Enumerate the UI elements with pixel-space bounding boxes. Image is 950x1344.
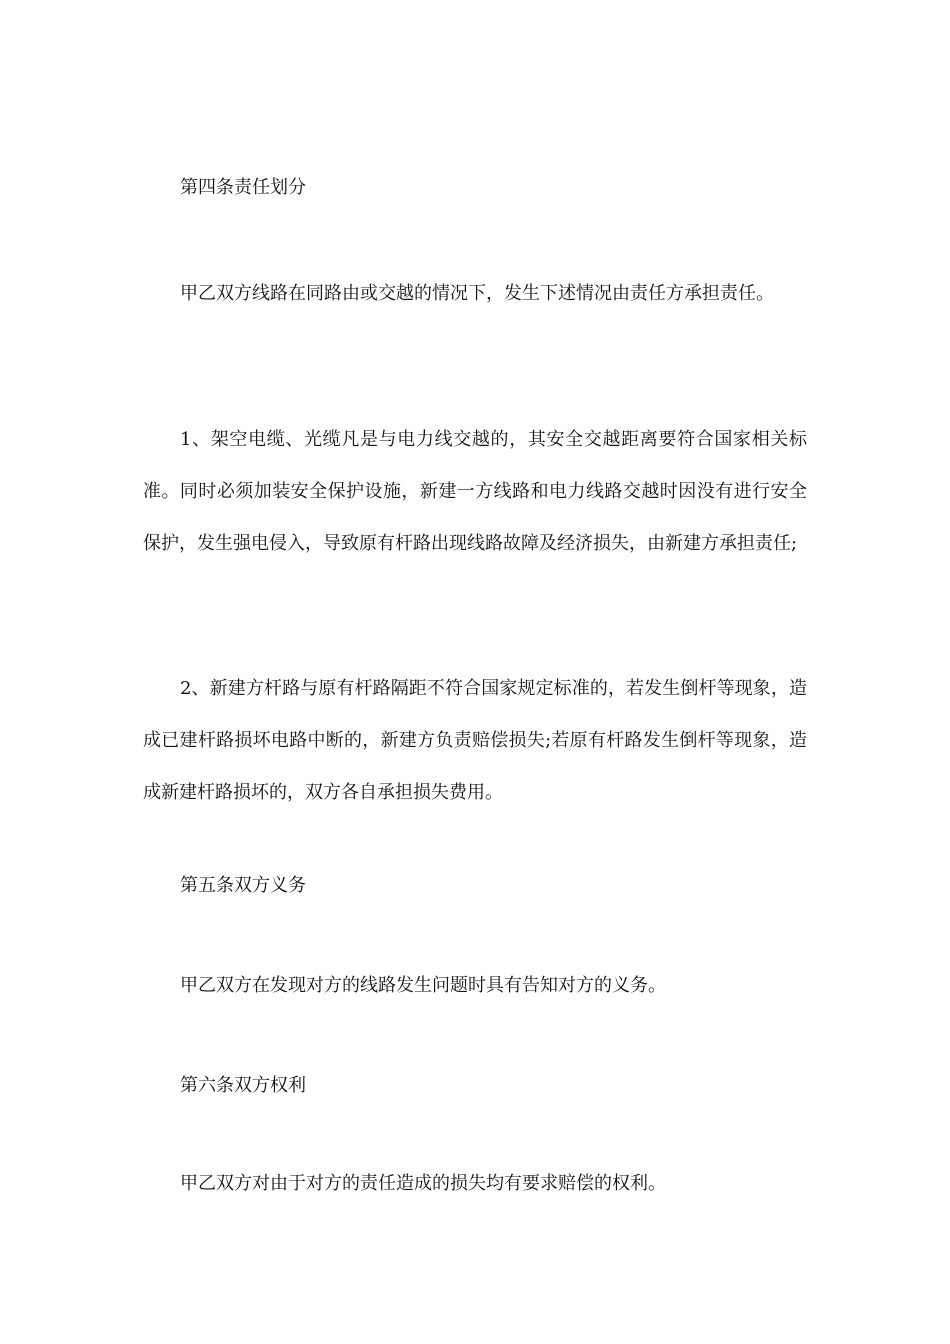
article-5-paragraph: 甲乙双方在发现对方的线路发生问题时具有告知对方的义务。 [180,975,666,996]
article-4-item-2-paragraph: 2、新建方杆路与原有杆路隔距不符合国家规定标准的，若发生倒杆等现象，造成已建杆路损坏电路中断的，新建方负责赔偿损失;若原有杆路发生倒杆等现象，造成新建杆路损坏的，双方各自承担损失费用。 [143,678,807,803]
article-4-intro-paragraph: 甲乙双方线路在同路由或交越的情况下，发生下述情况由责任方承担责任。 [180,283,774,304]
article-6-paragraph: 甲乙双方对由于对方的责任造成的损失均有要求赔偿的权利。 [180,1173,666,1194]
article-4-heading: 第四条责任划分 [180,177,306,198]
article-4-item-1-paragraph: 1、架空电缆、光缆凡是与电力线交越的，其安全交越距离要符合国家相关标准。同时必须加装安全保护设施，新建一方线路和电力线路交越时因没有进行安全保护，发生强电侵入，导致原有杆路出现线路故障及经济损失，由新建方承担责任; [143,429,807,554]
article-6-heading: 第六条双方权利 [180,1075,306,1096]
article-5-heading: 第五条双方义务 [180,875,306,896]
